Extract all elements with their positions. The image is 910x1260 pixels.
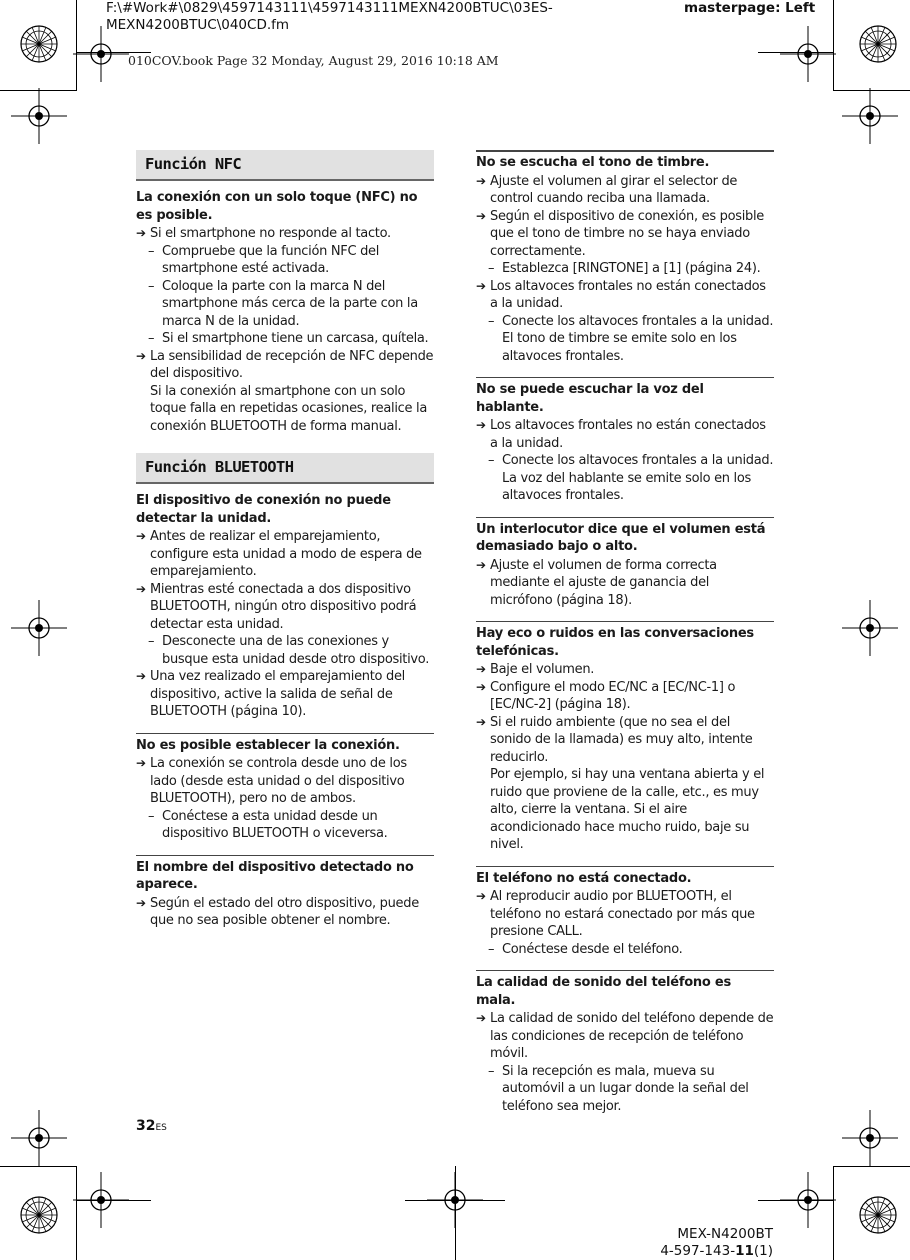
bullet-continuation: Por ejemplo, si hay una ventana abierta y el ruido que proviene de la calle, etc., es muy alto, cierre la ventana. Si el aire acondicionado hace mucho ruido, baje su nivel.: [490, 767, 765, 852]
sub-item: [136, 808, 434, 843]
crosshair-icon: [9, 86, 69, 146]
bullet-item: [136, 895, 434, 930]
right-column: [476, 150, 774, 1115]
page-number-suffix: ES: [155, 1123, 167, 1133]
arrow-icon: ➔: [476, 278, 486, 293]
part-number-suffix: (1): [753, 1243, 773, 1259]
part-number-prefix: 4-597-143-: [660, 1243, 736, 1259]
sub-item: [136, 633, 434, 668]
bullet-item: [476, 661, 774, 679]
model-info: [660, 1226, 773, 1260]
topic-title: Un interlocutor dice que el volumen está demasiado bajo o alto.: [476, 521, 766, 554]
crosshair-icon: [425, 1170, 485, 1230]
bullet-item: [136, 225, 434, 243]
dash-icon: –: [488, 941, 495, 957]
dash-icon: –: [148, 634, 155, 649]
dash-icon: –: [148, 243, 155, 259]
bullet-text: Ajuste el volumen de forma correcta mediante el ajuste de ganancia del micrófono (página 18).: [490, 557, 717, 608]
topic: [136, 733, 434, 843]
dash-icon: –: [488, 313, 495, 329]
crosshair-icon: [778, 1170, 838, 1230]
page-number: [136, 1118, 167, 1134]
bullet-text: Según el dispositivo de conexión, es posible que el tono de timbre no se haya enviado correctamente.: [490, 208, 764, 259]
topic: [476, 377, 774, 505]
crosshair-icon: [71, 24, 131, 84]
bullet-item: [476, 1010, 774, 1063]
dash-icon: –: [488, 453, 495, 468]
section-heading-nfc: Función NFC: [136, 150, 434, 181]
bullet-text: Si el ruido ambiente (que no sea el del sonido de la llamada) es muy alto, intente reducirlo.: [490, 714, 753, 765]
bullet-item: [476, 208, 774, 261]
bullet-item: [136, 755, 434, 808]
bullet-text: Los altavoces frontales no están conectados a la unidad.: [490, 418, 766, 451]
dash-icon: –: [148, 278, 155, 294]
bullet-item: [136, 668, 434, 721]
arrow-icon: ➔: [476, 208, 486, 223]
topic: [136, 492, 434, 721]
file-path-line1: F:\#Work#\0829\4597143111\4597143111MEXN4200BTUC\03ES-: [106, 0, 553, 16]
arrow-icon: ➔: [136, 756, 146, 770]
bullet-text: La calidad de sonido del teléfono depende de las condiciones de recepción de teléfono móvil.: [490, 1011, 774, 1061]
bullet-text: Los altavoces frontales no están conectados a la unidad.: [490, 278, 766, 311]
bullet-text: Baje el volumen.: [490, 662, 595, 677]
dash-icon: –: [488, 1063, 495, 1079]
sub-text: Conéctese a esta unidad desde un dispositivo BLUETOOTH o viceversa.: [162, 808, 388, 841]
section-heading-bluetooth: Función BLUETOOTH: [136, 453, 434, 484]
part-number: [660, 1243, 773, 1260]
sub-text: Establezca [RINGTONE] a [1] (página 24).: [502, 261, 761, 276]
registration-wheel-icon: [19, 1195, 59, 1235]
topic-title: El dispositivo de conexión no puede detectar la unidad.: [136, 493, 391, 526]
crosshair-icon: [71, 1170, 131, 1230]
arrow-icon: ➔: [136, 348, 146, 363]
arrow-icon: ➔: [476, 418, 486, 432]
sub-item: [136, 330, 434, 348]
bullet-text: Si el smartphone no responde al tacto.: [150, 226, 391, 241]
topic: [476, 866, 774, 959]
crosshair-icon: [840, 1108, 900, 1168]
topic: [476, 151, 774, 365]
bullet-text: Antes de realizar el emparejamiento, configure esta unidad a modo de espera de emparejamiento.: [150, 529, 422, 579]
arrow-icon: ➔: [136, 529, 146, 543]
left-column: [136, 150, 434, 930]
topic-title: La calidad de sonido del teléfono es mala.: [476, 975, 731, 1008]
topic-title: No se puede escuchar la voz del hablante.: [476, 382, 704, 415]
arrow-icon: ➔: [136, 226, 146, 240]
sub-text: Desconecte una de las conexiones y busque esta unidad desde otro dispositivo.: [162, 634, 430, 667]
arrow-icon: ➔: [476, 662, 486, 676]
bullet-item: [476, 679, 774, 714]
sub-item: [476, 1063, 774, 1116]
arrow-icon: ➔: [476, 1011, 486, 1025]
dash-icon: –: [148, 331, 155, 346]
bullet-item: [476, 714, 774, 767]
topic: [476, 970, 774, 1115]
bullet-item: [476, 888, 774, 941]
bullet-text: Ajuste el volumen al girar el selector de control cuando reciba una llamada.: [490, 173, 738, 206]
crosshair-icon: [840, 598, 900, 658]
model-number: MEX-N4200BT: [677, 1226, 773, 1242]
registration-wheel-icon: [858, 1195, 898, 1235]
topic: [476, 517, 774, 610]
bullet-text: La conexión se controla desde uno de los lado (desde esta unidad o del dispositivo BLUETOOTH), pero no de ambos.: [150, 756, 407, 806]
sub-text: Conecte los altavoces frontales a la unidad. El tono de timbre se emite solo en los altavoces frontales.: [502, 313, 774, 364]
book-info: 010COV.book Page 32 Monday, August 29, 2016 10:18 AM: [128, 53, 499, 68]
file-path-line2: MEXN4200BTUC\040CD.fm: [106, 17, 290, 33]
crosshair-icon: [840, 86, 900, 146]
dash-icon: –: [148, 808, 155, 824]
bullet-continuation: Si la conexión al smartphone con un solo toque falla en repetidas ocasiones, realice la conexión BLUETOOTH de forma manual.: [150, 383, 428, 434]
arrow-icon: ➔: [476, 679, 486, 694]
sub-text: Conecte los altavoces frontales a la unidad. La voz del hablante se emite solo en los altavoces frontales.: [502, 453, 774, 503]
part-number-revision: 11: [735, 1243, 754, 1259]
dash-icon: –: [488, 261, 495, 276]
topic-title: Hay eco o ruidos en las conversaciones telefónicas.: [476, 626, 754, 659]
arrow-icon: ➔: [476, 889, 486, 903]
topic-title: La conexión con un solo toque (NFC) no es posible.: [136, 190, 418, 223]
sub-text: Si la recepción es mala, mueva su automóvil a un lugar donde la señal del teléfono sea mejor.: [502, 1063, 749, 1114]
bullet-text: Configure el modo EC/NC a [EC/NC-1] o [EC/NC-2] (página 18).: [490, 679, 736, 712]
file-path: [106, 0, 566, 34]
bullet-item: [476, 278, 774, 313]
sub-text: Coloque la parte con la marca N del smartphone más cerca de la parte con la marca N de la unidad.: [162, 278, 418, 329]
topic: [136, 189, 434, 435]
arrow-icon: ➔: [136, 581, 146, 596]
sub-item: [136, 243, 434, 278]
topic-title: El nombre del dispositivo detectado no aparece.: [136, 859, 414, 892]
bullet-item: [136, 528, 434, 581]
bullet-item: [476, 417, 774, 452]
bullet-text: Una vez realizado el emparejamiento del dispositivo, active la salida de señal de BLUETOOTH (página 10).: [150, 669, 405, 719]
registration-wheel-icon: [19, 24, 59, 64]
bullet-item: [476, 557, 774, 610]
arrow-icon: ➔: [476, 173, 486, 188]
sub-text: Conéctese desde el teléfono.: [502, 941, 683, 957]
bullet-text: Mientras esté conectada a dos dispositivo BLUETOOTH, ningún otro dispositivo podrá detectar esta unidad.: [150, 581, 417, 632]
sub-item: [476, 941, 774, 959]
bullet-text: La sensibilidad de recepción de NFC depende del dispositivo.: [150, 348, 434, 381]
arrow-icon: ➔: [476, 714, 486, 729]
topic-title: No es posible establecer la conexión.: [136, 737, 400, 753]
sub-item: [476, 260, 774, 278]
masterpage-label: masterpage: Left: [684, 0, 816, 16]
topic: [476, 621, 774, 854]
sub-item: [476, 452, 774, 505]
bullet-item: [136, 581, 434, 634]
sub-text: Si el smartphone tiene un carcasa, quítela.: [162, 331, 429, 346]
crosshair-icon: [9, 1108, 69, 1168]
topic-title: No se escucha el tono de timbre.: [476, 155, 710, 170]
arrow-icon: ➔: [476, 557, 486, 572]
arrow-icon: ➔: [136, 895, 146, 910]
registration-wheel-icon: [858, 24, 898, 64]
topic: [136, 855, 434, 930]
topic-title: El teléfono no está conectado.: [476, 870, 692, 886]
bullet-text: Según el estado del otro dispositivo, puede que no sea posible obtener el nombre.: [150, 895, 419, 928]
arrow-icon: ➔: [136, 669, 146, 683]
page-number-value: 32: [136, 1118, 156, 1134]
bullet-item: [476, 173, 774, 208]
bullet-item: [136, 348, 434, 383]
bullet-text: Al reproducir audio por BLUETOOTH, el teléfono no estará conectado por más que presione CALL.: [490, 889, 755, 939]
sub-text: Compruebe que la función NFC del smartphone esté activada.: [162, 243, 380, 276]
crosshair-icon: [778, 24, 838, 84]
crosshair-icon: [9, 598, 69, 658]
sub-item: [476, 313, 774, 366]
sub-item: [136, 278, 434, 331]
